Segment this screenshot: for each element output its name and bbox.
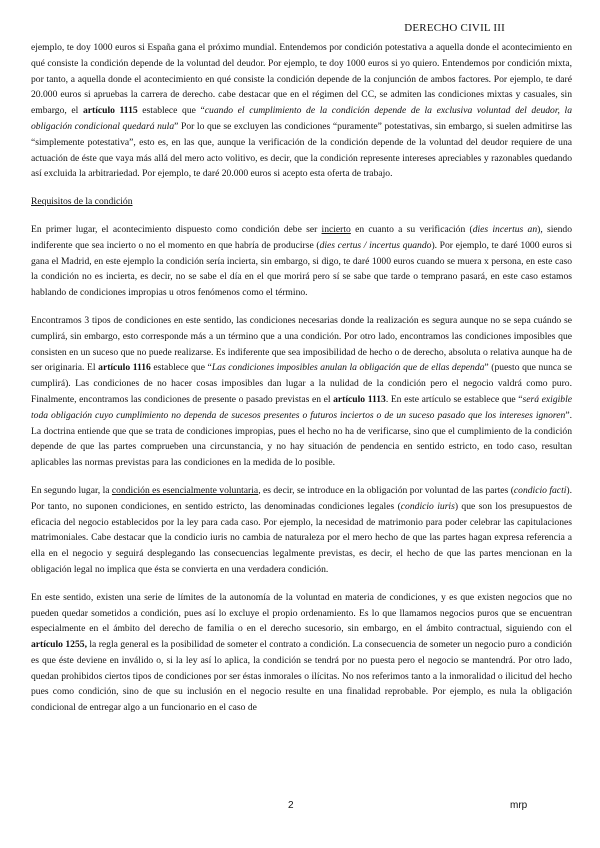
latin-term: dies certus / incertus quando: [319, 239, 432, 251]
underlined-term: incierto: [321, 223, 351, 235]
latin-term: condicio iuris: [400, 500, 455, 512]
document-header: DERECHO CIVIL III: [404, 22, 505, 34]
article-reference: artículo 1113: [333, 393, 386, 405]
page-number: 2: [288, 800, 294, 811]
underlined-term: condición es esencialmente voluntaria: [111, 484, 259, 496]
paragraph-voluntary: En segundo lugar, la condición es esencialmente voluntaria, es decir, se introduce en la obligación por voluntad de las partes (condicio facti). Por tanto, no suponen condiciones, en sentido estricto, las denominadas condiciones legales (condicio iuris) que son los presupuestos de eficacia del negocio establecidos por la ley para cada caso. Por ejemplo, la necesidad de matrimonio para poder celebrar las capitulaciones matrimoniales. Cabe destacar que la condicio iuris no cambia de naturaleza por el mero hecho de que las partes hagan expresa referencia a ella en el negocio y seguirá desplegando las consecuencias legalmente previstas, es decir, el hecho de que las partes mencionan en la obligación legal no implica que ésta se convierta en una verdadera condición.: [31, 484, 572, 575]
legal-quote: será exigible toda obligación cuyo cumplimiento no dependa de sucesos presentes o futuros inciertos o de un suceso pasado que los intereses ignoren: [31, 393, 572, 421]
paragraph-uncertainty: En primer lugar, el acontecimiento dispuesto como condición debe ser incierto en cuanto a su verificación (dies incertus an), siendo indiferente que sea incierto o no el momento en que habría de producirse (dies certus / incertus quando). Por ejemplo, te daré 1000 euros si gana el Madrid, en este ejemplo la condición sería incierta, sin embargo, si digo, te daré 1000 euros cuando se muera x persona, en este caso la condición no es incierta, es decir, no se sabe el día en el que morirá pero sí se sabe que tarde o temprano pasará, en este caso estamos hablando de condiciones impropias u otros fenómenos como el término.: [31, 223, 573, 299]
latin-term: dies incertus an: [472, 223, 538, 235]
paragraph-limits: En este sentido, existen una serie de límites de la autonomía de la voluntad en materia de condiciones, y es que existen negocios que no pueden quedar sometidos a condición, pues así lo excluye el propio ordenamiento. Es lo que llamamos negocios puros que se encuentran especialmente en el ámbito del derecho de familia o en el derecho sucesorio, sin embargo, en el ámbito contractual, siguiendo con el artículo 1255, la regla general es la posibilidad de someter el contrato a condición. La consecuencia de someter un negocio puro a condición es que éste deviene en inválido o, si la ley así lo aplica, la condición se tendrá por no puesta pero el negocio se mantendrá. Por otro lado, quedan prohibidos ciertos tipos de condiciones por ser éstas inmorales o ilícitas. No nos referimos tanto a la inmoralidad o ilicitud del hecho pues como condición, sino de que su inclusión en el negocio resulte en una finalidad reprobable. Por ejemplo, es nula la obligación condicional de entregar algo a un funcionario en el caso de: [31, 591, 572, 714]
footer-author: mrp: [510, 800, 528, 811]
paragraph-three-types: Encontramos 3 tipos de condiciones en este sentido, las condiciones necesarias donde la realización es segura aunque no se sepa cuándo se cumplirá, sin embargo, esto corresponde más a un término que a una condición. Por otro lado, encontramos las condiciones imposibles que consisten en un suceso que no puede realizarse. Es indiferente que sea imposibilidad de hecho o de derecho, absoluta o relativa aunque ha de ser originaria. El artículo 1116 establece que “Las condiciones imposibles anulan la obligación que de ellas dependa” (puesto que nunca se cumplirá). Las condiciones de no hacer cosas imposibles dan lugar a la nulidad de la condición pero el negocio valdrá como puro. Finalmente, encontramos las condiciones de presente o pasado previstas en el artículo 1113. En este artículo se establece que “será exigible toda obligación cuyo cumplimiento no dependa de sucesos presentes o futuros inciertos o de un suceso pasado que los intereses ignoren”. La doctrina entiende que que se trata de condiciones impropias, pues el hecho no ha de verificarse, sino que el cumplimiento de la condición depende de que las partes comprueben una circunstancia, y no hay situación de pendencia en sentido estricto, en todo caso, resultan aplicables las normas previstas para las condiciones en la medida de lo posible.: [31, 314, 572, 469]
article-reference: artículo 1116: [98, 362, 151, 374]
paragraph-condition-types: ejemplo, te doy 1000 euros si España gana el próximo mundial. Entendemos por condición potestativa a aquella donde el acontecimiento en qué consiste la condición depende de la voluntad del deudor. Por ejemplo, te doy 1000 euros si yo quiero. Entendemos por condición mixta, por tanto, a aquella donde el acontecimiento en qué consiste la condición depende de la conjunción de ambos factores. Por ejemplo, te daré 20.000 euros si apruebas la carrera de derecho. cabe destacar que en el régimen del CC, se admiten las condiciones mixtas y casuales, sin embargo, el artículo 1115 establece que “cuando el cumplimiento de la condición depende de la exclusiva voluntad del deudor, la obligación condicional quedará nula” Por lo que se excluyen las condiciones “puramente” potestativas, sin embargo, si suelen admitirse las “simplemente potestativa”, esto es, en las que, aunque la verificación de la condición depende de la voluntad del deudor requiere de una actuación de éste que vaya más allá del mero acto volitivo, es decir, que la condición represente intereses apreciables y razonables quedando así excluida la arbitrariedad. Por ejemplo, te daré 20.000 euros si acepto esta oferta de trabajo.: [31, 42, 572, 180]
legal-quote: Las condiciones imposibles anulan la obligación que de ellas dependa: [211, 362, 485, 374]
section-heading: Requisitos de la condición: [31, 196, 133, 208]
document-body: [31, 40, 572, 716]
latin-term: condicio facti: [513, 484, 567, 496]
legal-quote: cuando el cumplimiento de la condición depende de la exclusiva voluntad del deudor, la obligación condicional quedará nula: [31, 105, 572, 132]
article-reference: artículo 1255,: [31, 639, 87, 651]
article-reference: artículo 1115: [82, 105, 138, 117]
